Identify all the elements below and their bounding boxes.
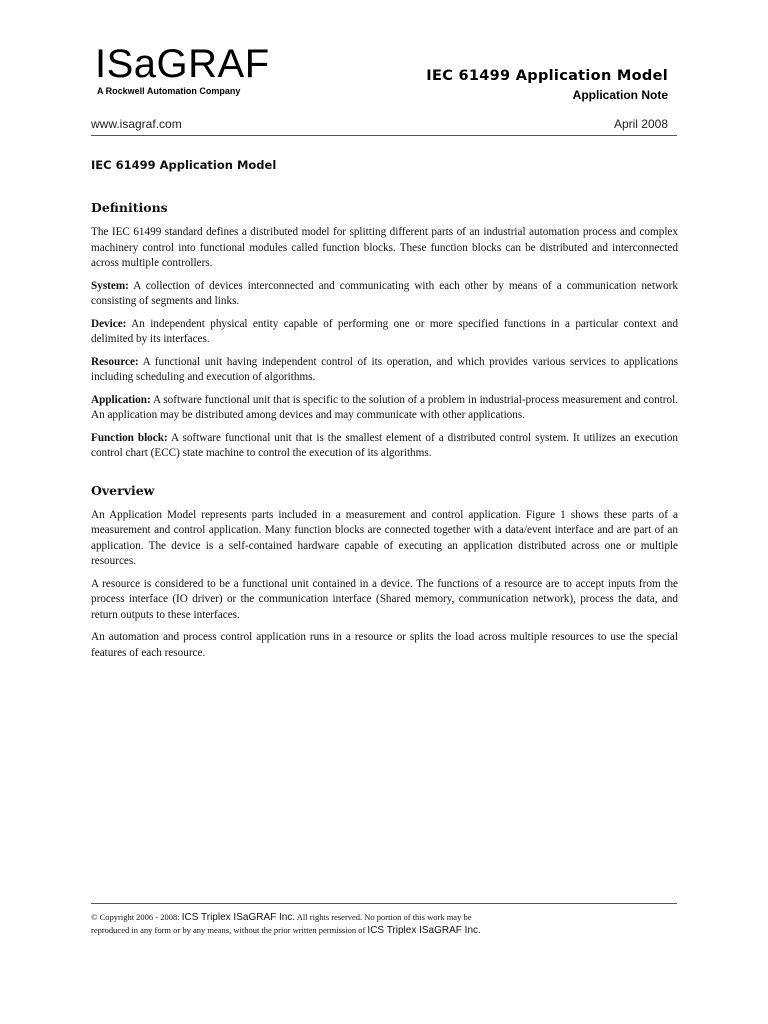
definition-resource <box>91 355 678 386</box>
definition-term: Resource: <box>91 355 139 368</box>
overview-heading: Overview <box>91 482 155 498</box>
definitions-intro: The IEC 61499 standard defines a distributed model for splitting different parts of an industrial automation process and complex machinery control into functional modules called function blocks. These function blocks can be distributed and interconnected across multiple controllers. <box>91 226 678 269</box>
copyright-footer <box>91 911 691 937</box>
definition-text: A functional unit having independent control of its operation, and which provides various services to applications including scheduling and execution of algorithms. <box>91 355 678 383</box>
website-url[interactable]: www.isagraf.com <box>91 117 182 131</box>
definition-term: Function block: <box>91 431 168 444</box>
definition-text: A software functional unit that is specific to the solution of a problem in industrial-process measurement and control. An application may be distributed among devices and may communicate with other applications. <box>91 393 678 421</box>
logo-tagline: A Rockwell Automation Company <box>97 86 241 96</box>
footer-divider <box>91 903 677 904</box>
page-heading: IEC 61499 Application Model <box>91 158 277 172</box>
overview-paragraph: An automation and process control application runs in a resource or splits the load across multiple resources to use the special features of each resource. <box>91 631 678 659</box>
overview-paragraph: A resource is considered to be a functional unit contained in a device. The functions of a resource are to accept inputs from the process interface (IO driver) or the communication interface (Shared memory, communication network), process the data, and return outputs to these interfaces. <box>91 577 678 621</box>
definition-text: A collection of devices interconnected and communicating with each other by means of a communication network consisting of segments and links. <box>91 279 678 307</box>
definitions-heading: Definitions <box>91 200 168 215</box>
document-body <box>91 158 678 668</box>
definition-text: An independent physical entity capable of performing one or more specified functions in a particular context and delimited by its interfaces. <box>91 317 678 345</box>
definition-text: A software functional unit that is the smallest element of a distributed control system. It utilizes an execution control chart (ECC) state machine to control the execution of its algorithms. <box>91 431 679 459</box>
overview-paragraph: An Application Model represents parts included in a measurement and control application. Figure 1 shows these parts of a measurement and control application. Many function blocks are connected together with a data/event interface and are part of an application. The device is a self-contained hardware capable of executing an application distributed across one or multiple resources. <box>91 508 678 567</box>
definition-term: Application: <box>91 393 151 406</box>
definition-device <box>91 317 678 348</box>
copyright-text: © Copyright 2006 - 2008: <box>91 912 182 922</box>
document-title: IEC 61499 Application Model <box>426 68 668 84</box>
copyright-text: All rights reserved. No portion of this work may be <box>295 912 472 922</box>
definition-system <box>91 279 678 310</box>
header-divider <box>91 135 677 136</box>
publication-date: April 2008 <box>613 117 668 131</box>
definition-application <box>91 393 678 424</box>
isagraf-logo: ISaGRAF <box>95 42 270 86</box>
company-name: ICS Triplex ISaGRAF Inc. <box>367 925 481 936</box>
definition-term: Device: <box>91 317 127 330</box>
definition-function-block <box>91 431 678 462</box>
definition-term: System: <box>91 279 129 292</box>
document-subtitle: Application Note <box>572 88 668 102</box>
copyright-text: reproduced in any form or by any means, without the prior written permission of <box>91 925 368 935</box>
company-name: ICS Triplex ISaGRAF Inc. <box>181 912 296 923</box>
